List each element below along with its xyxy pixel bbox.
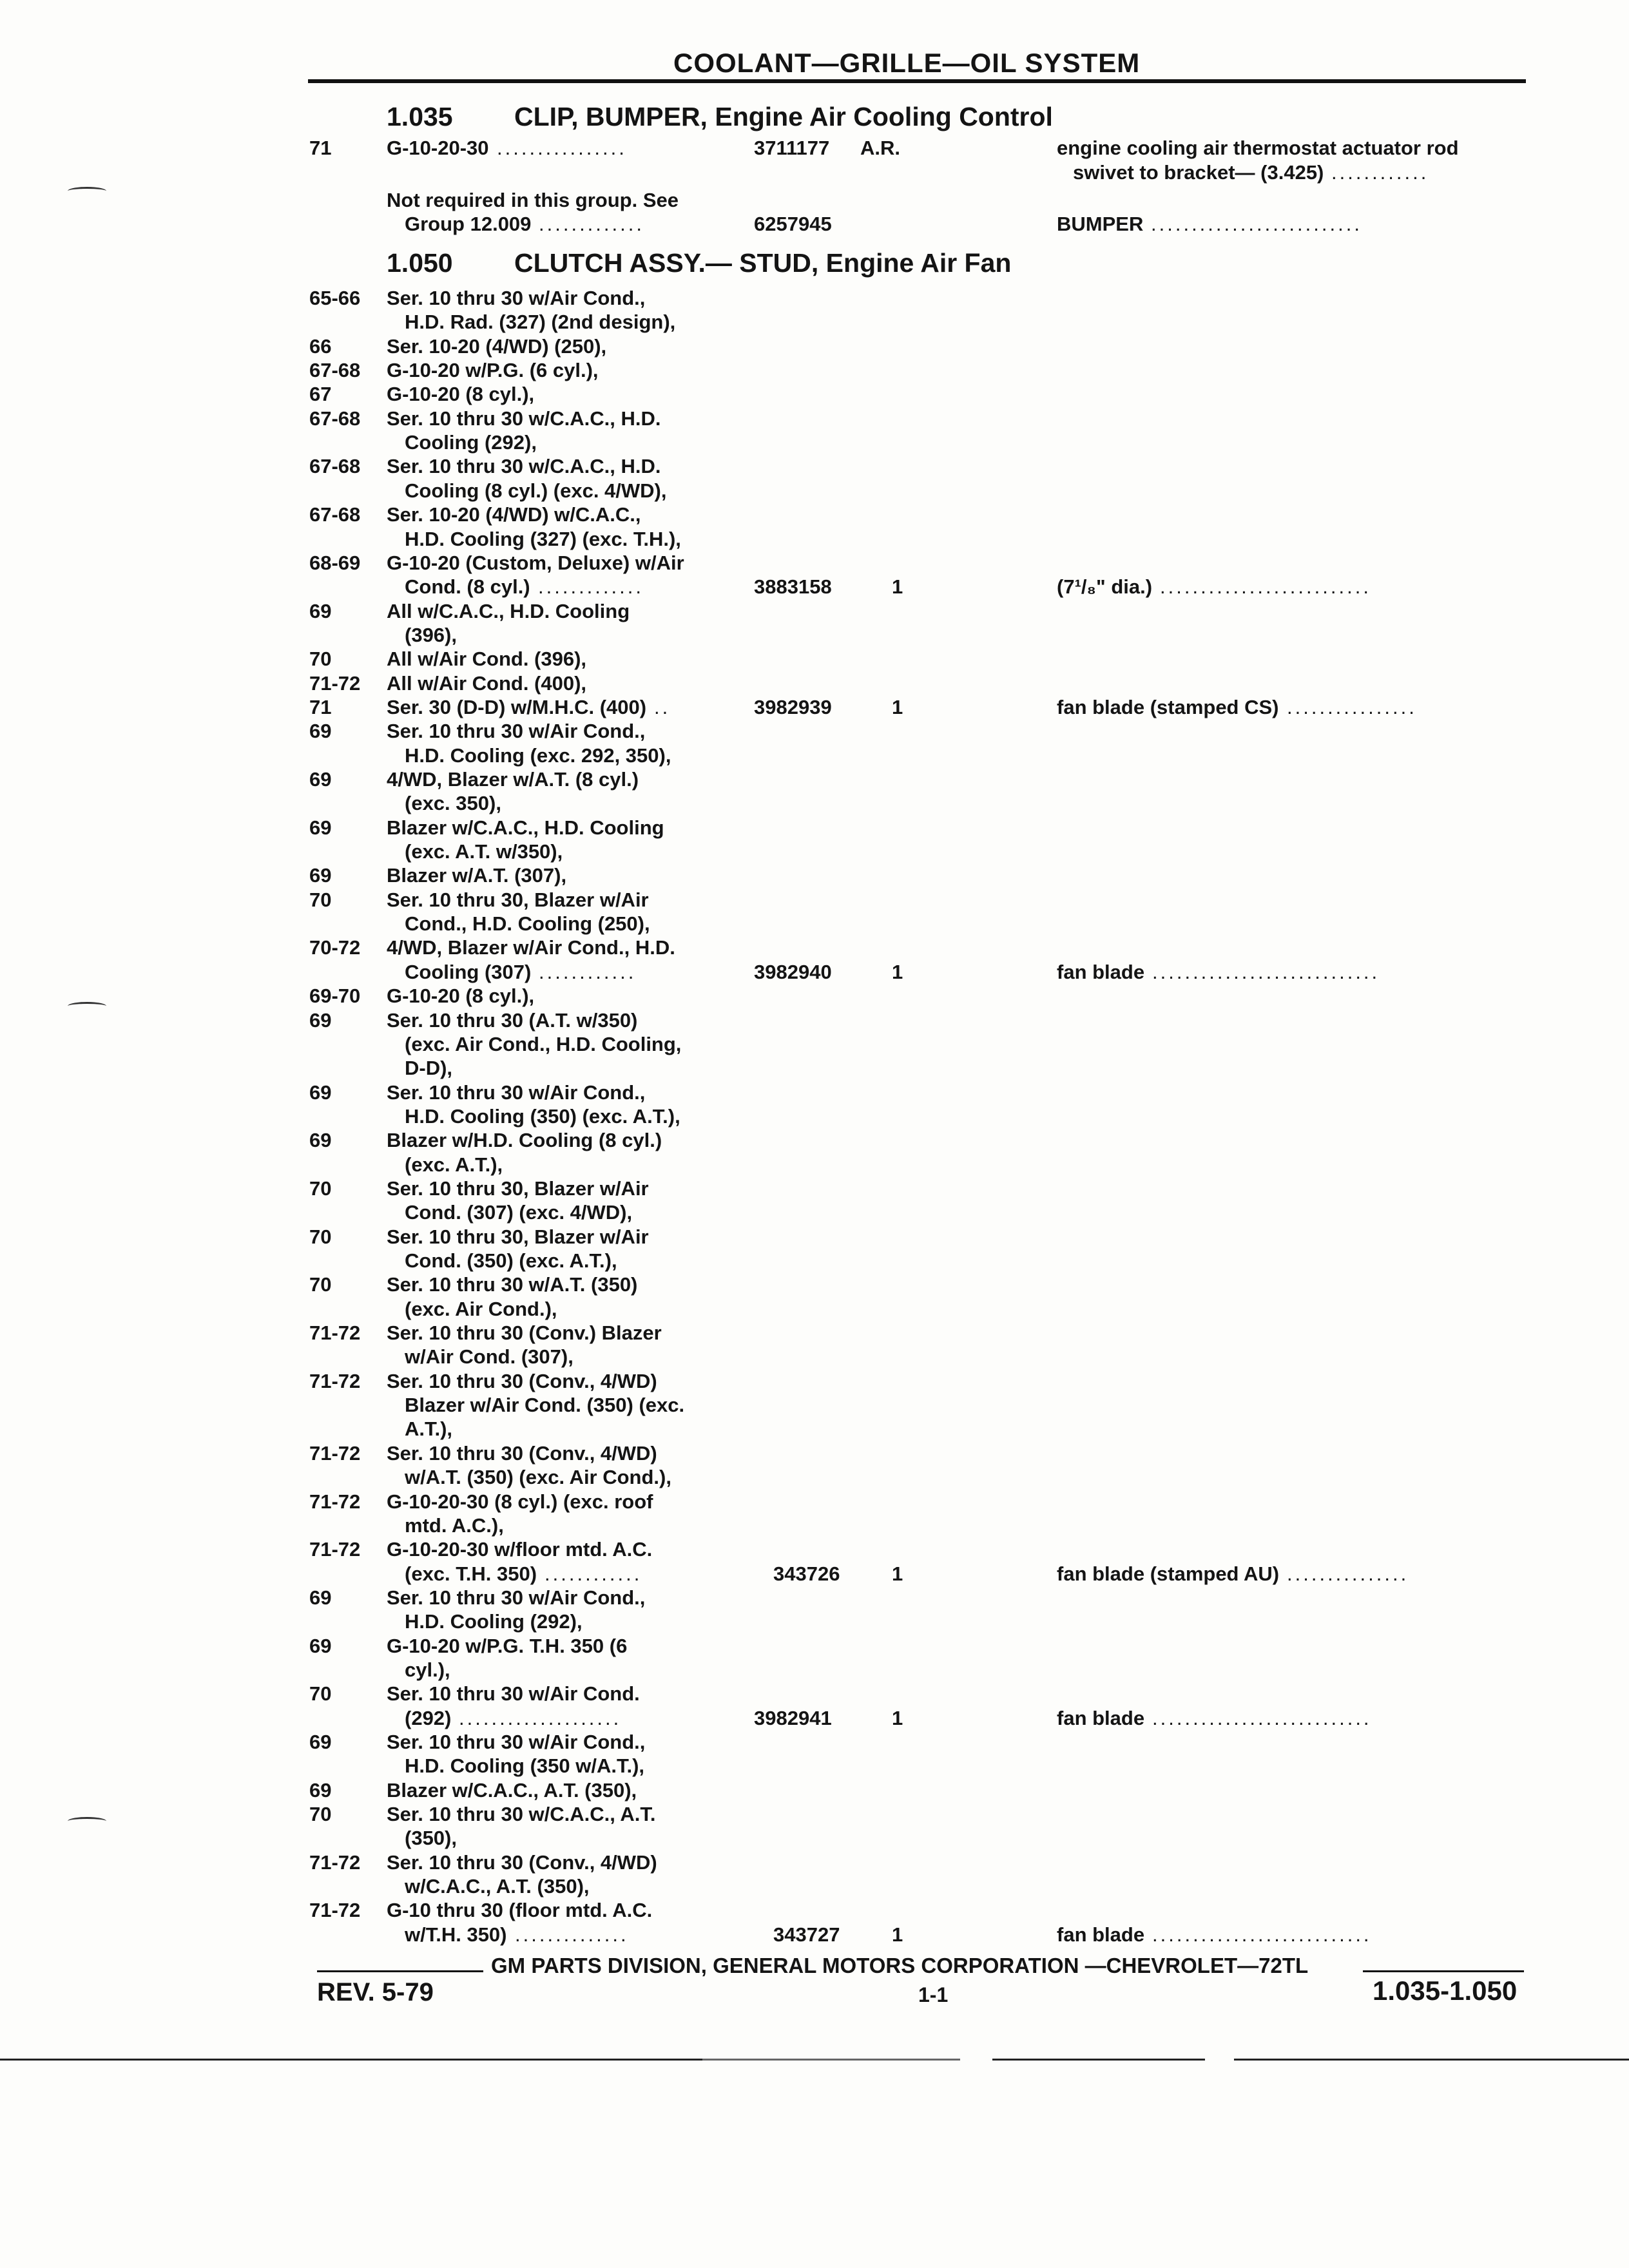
application-text: Ser. 30 (D-D) w/M.H.C. (400) xyxy=(387,696,647,718)
description-text: swivet to bracket— (3.425) xyxy=(1073,161,1324,184)
parts-list-row xyxy=(0,985,1629,1008)
header-rule xyxy=(308,79,1526,83)
dot-leader: .............. xyxy=(515,1923,629,1946)
model-year: 71-72 xyxy=(309,1370,361,1392)
parts-list-row xyxy=(0,864,1629,887)
quantity: 1 xyxy=(892,1923,903,1946)
application-text: (396), xyxy=(405,624,457,646)
section-title-text: CLUTCH ASSY.— STUD, Engine Air Fan xyxy=(514,248,1012,278)
application-text: cyl.), xyxy=(405,1658,450,1681)
parts-list-row xyxy=(0,213,1629,236)
model-year: 67 xyxy=(309,383,332,405)
application-text: Ser. 10 thru 30 w/Air Cond., xyxy=(387,720,646,742)
description-text: fan blade xyxy=(1057,1923,1145,1946)
application-text: w/C.A.C., A.T. (350), xyxy=(405,1875,590,1898)
parts-list-row xyxy=(0,1635,1629,1658)
model-year: 71-72 xyxy=(309,1851,361,1874)
application-text: Ser. 10 thru 30, Blazer w/Air xyxy=(387,1225,649,1248)
application-text: Ser. 10 thru 30 w/Air Cond. xyxy=(387,1682,640,1705)
application-text: Ser. 10 thru 30 w/C.A.C., H.D. xyxy=(387,407,661,430)
parts-list-row xyxy=(0,1201,1629,1224)
parts-list-row xyxy=(0,1514,1629,1537)
dot-leader: ............................ xyxy=(1152,961,1380,983)
model-year: 69 xyxy=(309,1586,332,1609)
dot-leader: ........................... xyxy=(1152,1923,1372,1946)
application-text: G-10-20-30 (8 cyl.) (exc. roof xyxy=(387,1490,653,1513)
description-text: fan blade (stamped AU) xyxy=(1057,1562,1280,1585)
parts-list-row xyxy=(0,552,1629,575)
application-text: Cond. (8 cyl.) xyxy=(405,575,530,598)
application-text: Cond. (350) (exc. A.T.), xyxy=(405,1249,617,1272)
parts-list-row xyxy=(0,720,1629,743)
parts-list-row xyxy=(0,1105,1629,1128)
application-text: A.T.), xyxy=(405,1418,453,1440)
parts-list-row xyxy=(0,672,1629,695)
parts-list-row xyxy=(0,1129,1629,1152)
parts-list-row xyxy=(0,1321,1629,1345)
parts-list-row xyxy=(0,1033,1629,1056)
application-text: Blazer w/C.A.C., H.D. Cooling xyxy=(387,816,664,839)
application-text: (exc. Air Cond., H.D. Cooling, xyxy=(405,1033,682,1055)
parts-list-row xyxy=(0,479,1629,503)
dot-leader: ................ xyxy=(1287,696,1417,718)
application-text: Ser. 10 thru 30, Blazer w/Air xyxy=(387,889,649,911)
parts-list-row xyxy=(0,912,1629,936)
parts-list-row xyxy=(0,311,1629,334)
model-year: 70 xyxy=(309,1803,332,1825)
part-number: 3711177 xyxy=(754,137,830,159)
parts-list-row xyxy=(0,1899,1629,1922)
application-text: G-10-20-30 xyxy=(387,137,489,159)
model-year: 71 xyxy=(309,696,332,718)
model-year: 67-68 xyxy=(309,503,361,526)
application-text: Ser. 10 thru 30 w/C.A.C., H.D. xyxy=(387,455,661,477)
application-text: G-10-20 (8 cyl.), xyxy=(387,985,535,1007)
model-year: 67-68 xyxy=(309,359,361,381)
application-text: Cooling (292), xyxy=(405,431,537,454)
model-year: 71 xyxy=(309,137,332,159)
description-text: engine cooling air thermostat actuator rod xyxy=(1057,137,1459,159)
model-year: 65-66 xyxy=(309,287,361,309)
parts-list-row xyxy=(0,816,1629,840)
section-heading xyxy=(387,102,1053,132)
parts-list-row xyxy=(0,1442,1629,1465)
model-year: 71-72 xyxy=(309,1899,361,1921)
parts-list-row xyxy=(0,575,1629,599)
dot-leader: ............... xyxy=(1287,1562,1409,1585)
dot-leader: ............. xyxy=(538,575,644,598)
description-text: fan blade xyxy=(1057,961,1145,983)
model-year: 69 xyxy=(309,1779,332,1802)
part-number: 3982939 xyxy=(754,696,832,718)
section-number: 1.050 xyxy=(387,248,453,278)
parts-list-row xyxy=(0,1225,1629,1249)
application-text: G-10-20 (Custom, Deluxe) w/Air xyxy=(387,552,684,574)
footer-publisher: GM PARTS DIVISION, GENERAL MOTORS CORPORATION —CHEVROLET—72TL xyxy=(491,1954,1309,1977)
margin-mark xyxy=(68,1002,106,1010)
dot-leader: .. xyxy=(654,696,671,718)
application-text: (exc. T.H. 350) xyxy=(405,1562,537,1585)
quantity: A.R. xyxy=(860,137,900,159)
parts-list-row xyxy=(0,1754,1629,1778)
model-year: 70 xyxy=(309,889,332,911)
model-year: 70 xyxy=(309,1225,332,1248)
bottom-rule-4 xyxy=(1234,2059,1629,2061)
application-text: (exc. Air Cond.), xyxy=(405,1298,557,1320)
parts-list-row xyxy=(0,431,1629,454)
application-text: Blazer w/H.D. Cooling (8 cyl.) xyxy=(387,1129,662,1151)
application-text: Ser. 10-20 (4/WD) (250), xyxy=(387,335,607,358)
part-number: 343727 xyxy=(773,1923,840,1946)
application-text: Cond., H.D. Cooling (250), xyxy=(405,912,650,935)
parts-list-row xyxy=(0,1345,1629,1369)
description-text: fan blade xyxy=(1057,1707,1145,1729)
model-year: 71-72 xyxy=(309,1321,361,1344)
bottom-rule-3 xyxy=(992,2059,1205,2061)
model-year: 66 xyxy=(309,335,332,358)
parts-list-row xyxy=(0,1249,1629,1273)
model-year: 71-72 xyxy=(309,1538,361,1561)
application-text: G-10-20 w/P.G. (6 cyl.), xyxy=(387,359,599,381)
description-text: fan blade (stamped CS) xyxy=(1057,696,1279,718)
application-text: All w/Air Cond. (400), xyxy=(387,672,587,695)
parts-list-row xyxy=(0,744,1629,767)
parts-list-row xyxy=(0,961,1629,984)
model-year: 69 xyxy=(309,1129,332,1151)
model-year: 67-68 xyxy=(309,455,361,477)
parts-list-row xyxy=(0,1153,1629,1177)
application-text: D-D), xyxy=(405,1057,453,1079)
application-text: Ser. 10-20 (4/WD) w/C.A.C., xyxy=(387,503,641,526)
application-text: Blazer w/Air Cond. (350) (exc. xyxy=(405,1394,685,1416)
parts-list-row xyxy=(0,1177,1629,1200)
application-text: 4/WD, Blazer w/A.T. (8 cyl.) xyxy=(387,768,639,791)
application-text: H.D. Cooling (350 w/A.T.), xyxy=(405,1754,645,1777)
parts-list-row xyxy=(0,1057,1629,1080)
parts-list-row xyxy=(0,1009,1629,1032)
parts-list-row xyxy=(0,1779,1629,1802)
dot-leader: ............ xyxy=(539,961,637,983)
bottom-rule-2 xyxy=(702,2059,960,2061)
parts-list-row xyxy=(0,1707,1629,1730)
application-text: Blazer w/A.T. (307), xyxy=(387,864,567,887)
model-year: 70-72 xyxy=(309,936,361,959)
margin-mark xyxy=(68,1817,106,1825)
parts-list-row xyxy=(0,503,1629,526)
model-year: 69 xyxy=(309,864,332,887)
model-year: 70 xyxy=(309,1177,332,1200)
parts-list-row xyxy=(0,840,1629,863)
application-text: G-10-20 (8 cyl.), xyxy=(387,383,535,405)
application-text: H.D. Cooling (exc. 292, 350), xyxy=(405,744,671,767)
parts-list-row xyxy=(0,624,1629,647)
application-text: (350), xyxy=(405,1827,457,1849)
quantity: 1 xyxy=(892,575,903,598)
parts-list-row xyxy=(0,768,1629,791)
parts-list-row xyxy=(0,1682,1629,1706)
application-text: G-10-20-30 w/floor mtd. A.C. xyxy=(387,1538,653,1561)
bottom-rule-1 xyxy=(0,2059,702,2061)
parts-list-row xyxy=(0,1081,1629,1104)
application-text: Ser. 10 thru 30 (A.T. w/350) xyxy=(387,1009,638,1032)
application-text: Ser. 10 thru 30 w/C.A.C., A.T. xyxy=(387,1803,656,1825)
parts-list-row xyxy=(0,1875,1629,1898)
application-text: mtd. A.C.), xyxy=(405,1514,504,1537)
parts-list-row xyxy=(0,1490,1629,1514)
parts-list-row xyxy=(0,936,1629,959)
application-text: G-10 thru 30 (floor mtd. A.C. xyxy=(387,1899,653,1921)
page-header-title: COOLANT—GRILLE—OIL SYSTEM xyxy=(673,48,1141,78)
model-year: 69-70 xyxy=(309,985,361,1007)
footer-revision: REV. 5-79 xyxy=(317,1978,434,2006)
model-year: 69 xyxy=(309,1009,332,1032)
application-text: G-10-20 w/P.G. T.H. 350 (6 xyxy=(387,1635,628,1657)
section-number: 1.035 xyxy=(387,102,453,131)
application-text: w/A.T. (350) (exc. Air Cond.), xyxy=(405,1466,671,1488)
part-number: 343726 xyxy=(773,1562,840,1585)
application-text: H.D. Cooling (292), xyxy=(405,1610,583,1633)
application-text: Ser. 10 thru 30 w/Air Cond., xyxy=(387,287,646,309)
parts-list-row xyxy=(0,1273,1629,1296)
description-text: (7¹/₈" dia.) xyxy=(1057,575,1153,598)
application-text: All w/C.A.C., H.D. Cooling xyxy=(387,600,630,622)
application-text: Ser. 10 thru 30 (Conv.) Blazer xyxy=(387,1321,662,1344)
section-heading xyxy=(387,248,1011,278)
parts-list-row xyxy=(0,137,1629,160)
model-year: 67-68 xyxy=(309,407,361,430)
application-text: (exc. A.T.), xyxy=(405,1153,503,1176)
parts-list-row xyxy=(0,161,1629,184)
application-text: Blazer w/C.A.C., A.T. (350), xyxy=(387,1779,637,1802)
parts-list-row xyxy=(0,1658,1629,1682)
part-number: 3982940 xyxy=(754,961,832,983)
application-text: Ser. 10 thru 30 (Conv., 4/WD) xyxy=(387,1851,657,1874)
application-text: Ser. 10 thru 30 w/Air Cond., xyxy=(387,1586,646,1609)
application-text: Ser. 10 thru 30 w/Air Cond., xyxy=(387,1731,646,1753)
application-text: Cond. (307) (exc. 4/WD), xyxy=(405,1201,633,1224)
application-text: w/Air Cond. (307), xyxy=(405,1345,574,1368)
footer-rule-right xyxy=(1363,1970,1524,1972)
part-number: 6257945 xyxy=(754,213,832,235)
dot-leader: ............. xyxy=(539,213,644,235)
parts-list-row xyxy=(0,359,1629,382)
model-year: 69 xyxy=(309,816,332,839)
model-year: 69 xyxy=(309,768,332,791)
parts-list-row xyxy=(0,1418,1629,1441)
application-text: Ser. 10 thru 30, Blazer w/Air xyxy=(387,1177,649,1200)
quantity: 1 xyxy=(892,696,903,718)
model-year: 69 xyxy=(309,1081,332,1104)
parts-list-row xyxy=(0,1562,1629,1586)
part-number: 3883158 xyxy=(754,575,832,598)
model-year: 71-72 xyxy=(309,1442,361,1465)
application-text: (292) xyxy=(405,1707,452,1729)
parts-list-row xyxy=(0,600,1629,623)
parts-list-row xyxy=(0,1586,1629,1610)
application-text: Ser. 10 thru 30 (Conv., 4/WD) xyxy=(387,1370,657,1392)
quantity: 1 xyxy=(892,961,903,983)
model-year: 69 xyxy=(309,720,332,742)
application-text: (exc. 350), xyxy=(405,792,501,814)
parts-list-row xyxy=(0,383,1629,406)
application-text: All w/Air Cond. (396), xyxy=(387,648,587,670)
model-year: 69 xyxy=(309,1731,332,1753)
parts-list-row xyxy=(0,889,1629,912)
parts-list-row xyxy=(0,696,1629,719)
application-text: H.D. Rad. (327) (2nd design), xyxy=(405,311,676,333)
parts-list-row xyxy=(0,1538,1629,1561)
parts-list-row xyxy=(0,1298,1629,1321)
quantity: 1 xyxy=(892,1562,903,1585)
model-year: 69 xyxy=(309,600,332,622)
application-text: (exc. A.T. w/350), xyxy=(405,840,563,863)
model-year: 71-72 xyxy=(309,1490,361,1513)
parts-list-row xyxy=(0,1466,1629,1489)
footer-section-range: 1.035-1.050 xyxy=(1373,1975,1518,2006)
footer-rule-left xyxy=(317,1970,483,1972)
section-title-text: CLIP, BUMPER, Engine Air Cooling Control xyxy=(514,102,1053,131)
parts-list-row xyxy=(0,1923,1629,1946)
dot-leader: ............ xyxy=(1331,161,1429,184)
application-text: H.D. Cooling (327) (exc. T.H.), xyxy=(405,528,681,550)
model-year: 70 xyxy=(309,1682,332,1705)
parts-list-row xyxy=(0,1610,1629,1633)
dot-leader: .......................... xyxy=(1151,213,1362,235)
parts-list-row xyxy=(0,1370,1629,1393)
application-text: Not required in this group. See xyxy=(387,189,679,211)
footer-page-number: 1-1 xyxy=(918,1983,949,2006)
parts-list-row xyxy=(0,1394,1629,1417)
parts-list-row xyxy=(0,1827,1629,1850)
application-text: Ser. 10 thru 30 w/Air Cond., xyxy=(387,1081,646,1104)
parts-list-row xyxy=(0,1731,1629,1754)
parts-list-row xyxy=(0,1803,1629,1826)
description-text: BUMPER xyxy=(1057,213,1144,235)
model-year: 68-69 xyxy=(309,552,361,574)
dot-leader: ................ xyxy=(497,137,627,159)
parts-list-row xyxy=(0,455,1629,478)
model-year: 70 xyxy=(309,648,332,670)
quantity: 1 xyxy=(892,1707,903,1729)
parts-list-row xyxy=(0,528,1629,551)
parts-list-row xyxy=(0,189,1629,212)
parts-list-row xyxy=(0,335,1629,358)
application-text: H.D. Cooling (350) (exc. A.T.), xyxy=(405,1105,680,1128)
margin-mark xyxy=(68,187,106,195)
parts-list-row xyxy=(0,407,1629,430)
model-year: 71-72 xyxy=(309,672,361,695)
parts-list-row xyxy=(0,792,1629,815)
application-text: Group 12.009 xyxy=(405,213,532,235)
parts-list-row xyxy=(0,1851,1629,1874)
dot-leader: ............ xyxy=(545,1562,642,1585)
part-number: 3982941 xyxy=(754,1707,832,1729)
application-text: Ser. 10 thru 30 (Conv., 4/WD) xyxy=(387,1442,657,1465)
dot-leader: .......................... xyxy=(1160,575,1371,598)
application-text: Ser. 10 thru 30 w/A.T. (350) xyxy=(387,1273,638,1296)
application-text: Cooling (307) xyxy=(405,961,532,983)
model-year: 69 xyxy=(309,1635,332,1657)
parts-list-row xyxy=(0,287,1629,310)
application-text: w/T.H. 350) xyxy=(405,1923,507,1946)
application-text: Cooling (8 cyl.) (exc. 4/WD), xyxy=(405,479,667,502)
application-text: 4/WD, Blazer w/Air Cond., H.D. xyxy=(387,936,675,959)
parts-list-row xyxy=(0,648,1629,671)
dot-leader: ........................... xyxy=(1152,1707,1372,1729)
model-year: 70 xyxy=(309,1273,332,1296)
dot-leader: .................... xyxy=(459,1707,622,1729)
